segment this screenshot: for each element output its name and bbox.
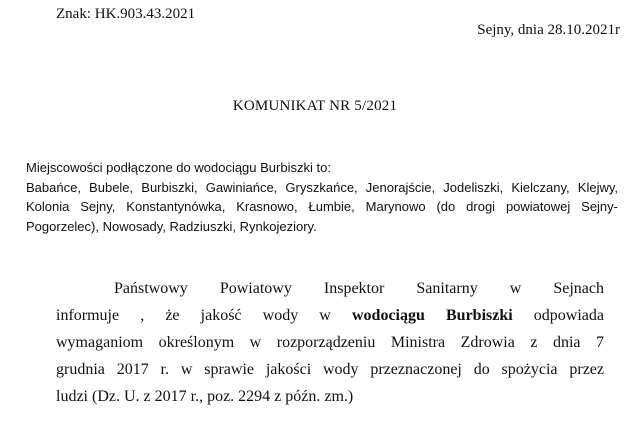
place-and-date: Sejny, dnia 28.10.2021r: [477, 22, 620, 38]
localities-list: Babańce, Bubele, Burbiszki, Gawiniańce, Gryszkańce, Jenorajście, Jodeliszki, Kielczany, Klejwy, Kolonia Sejny, Konstantynówka, Krasnowo, Łumbie, Marynowo (do drogi powiatowej Sejny-Pogorzelec), Nowosady, Radziuszki, Rynkojeziory.: [26, 179, 618, 234]
announcement-body: [56, 275, 604, 410]
body-line-5: ludzi (Dz. U. z 2017 r., poz. 2294 z późn. zm.): [56, 388, 354, 405]
body-line-1: Państwowy Powiatowy Inspektor Sanitarny w Sejnach: [114, 280, 604, 297]
reference-number: Znak: HK.903.43.2021: [56, 6, 196, 22]
water-supply-name: wodociągu Burbiszki: [351, 307, 513, 324]
localities-intro: Miejscowości podłączone do wodociągu Burbiszki to:: [26, 160, 331, 175]
body-line-3: wymaganiom określonym w rozporządzeniu Ministra Zdrowia z dnia 7: [56, 334, 604, 351]
localities-section: [26, 158, 618, 236]
body-line-2-end: odpowiada: [512, 307, 605, 324]
body-line-2-start: informuje , że jakość wody w: [56, 307, 352, 324]
body-line-4: grudnia 2017 r. w sprawie jakości wody przeznaczonej do spożycia przez: [56, 361, 604, 378]
announcement-title: KOMUNIKAT NR 5/2021: [232, 98, 398, 114]
body-line-2: [56, 302, 604, 329]
